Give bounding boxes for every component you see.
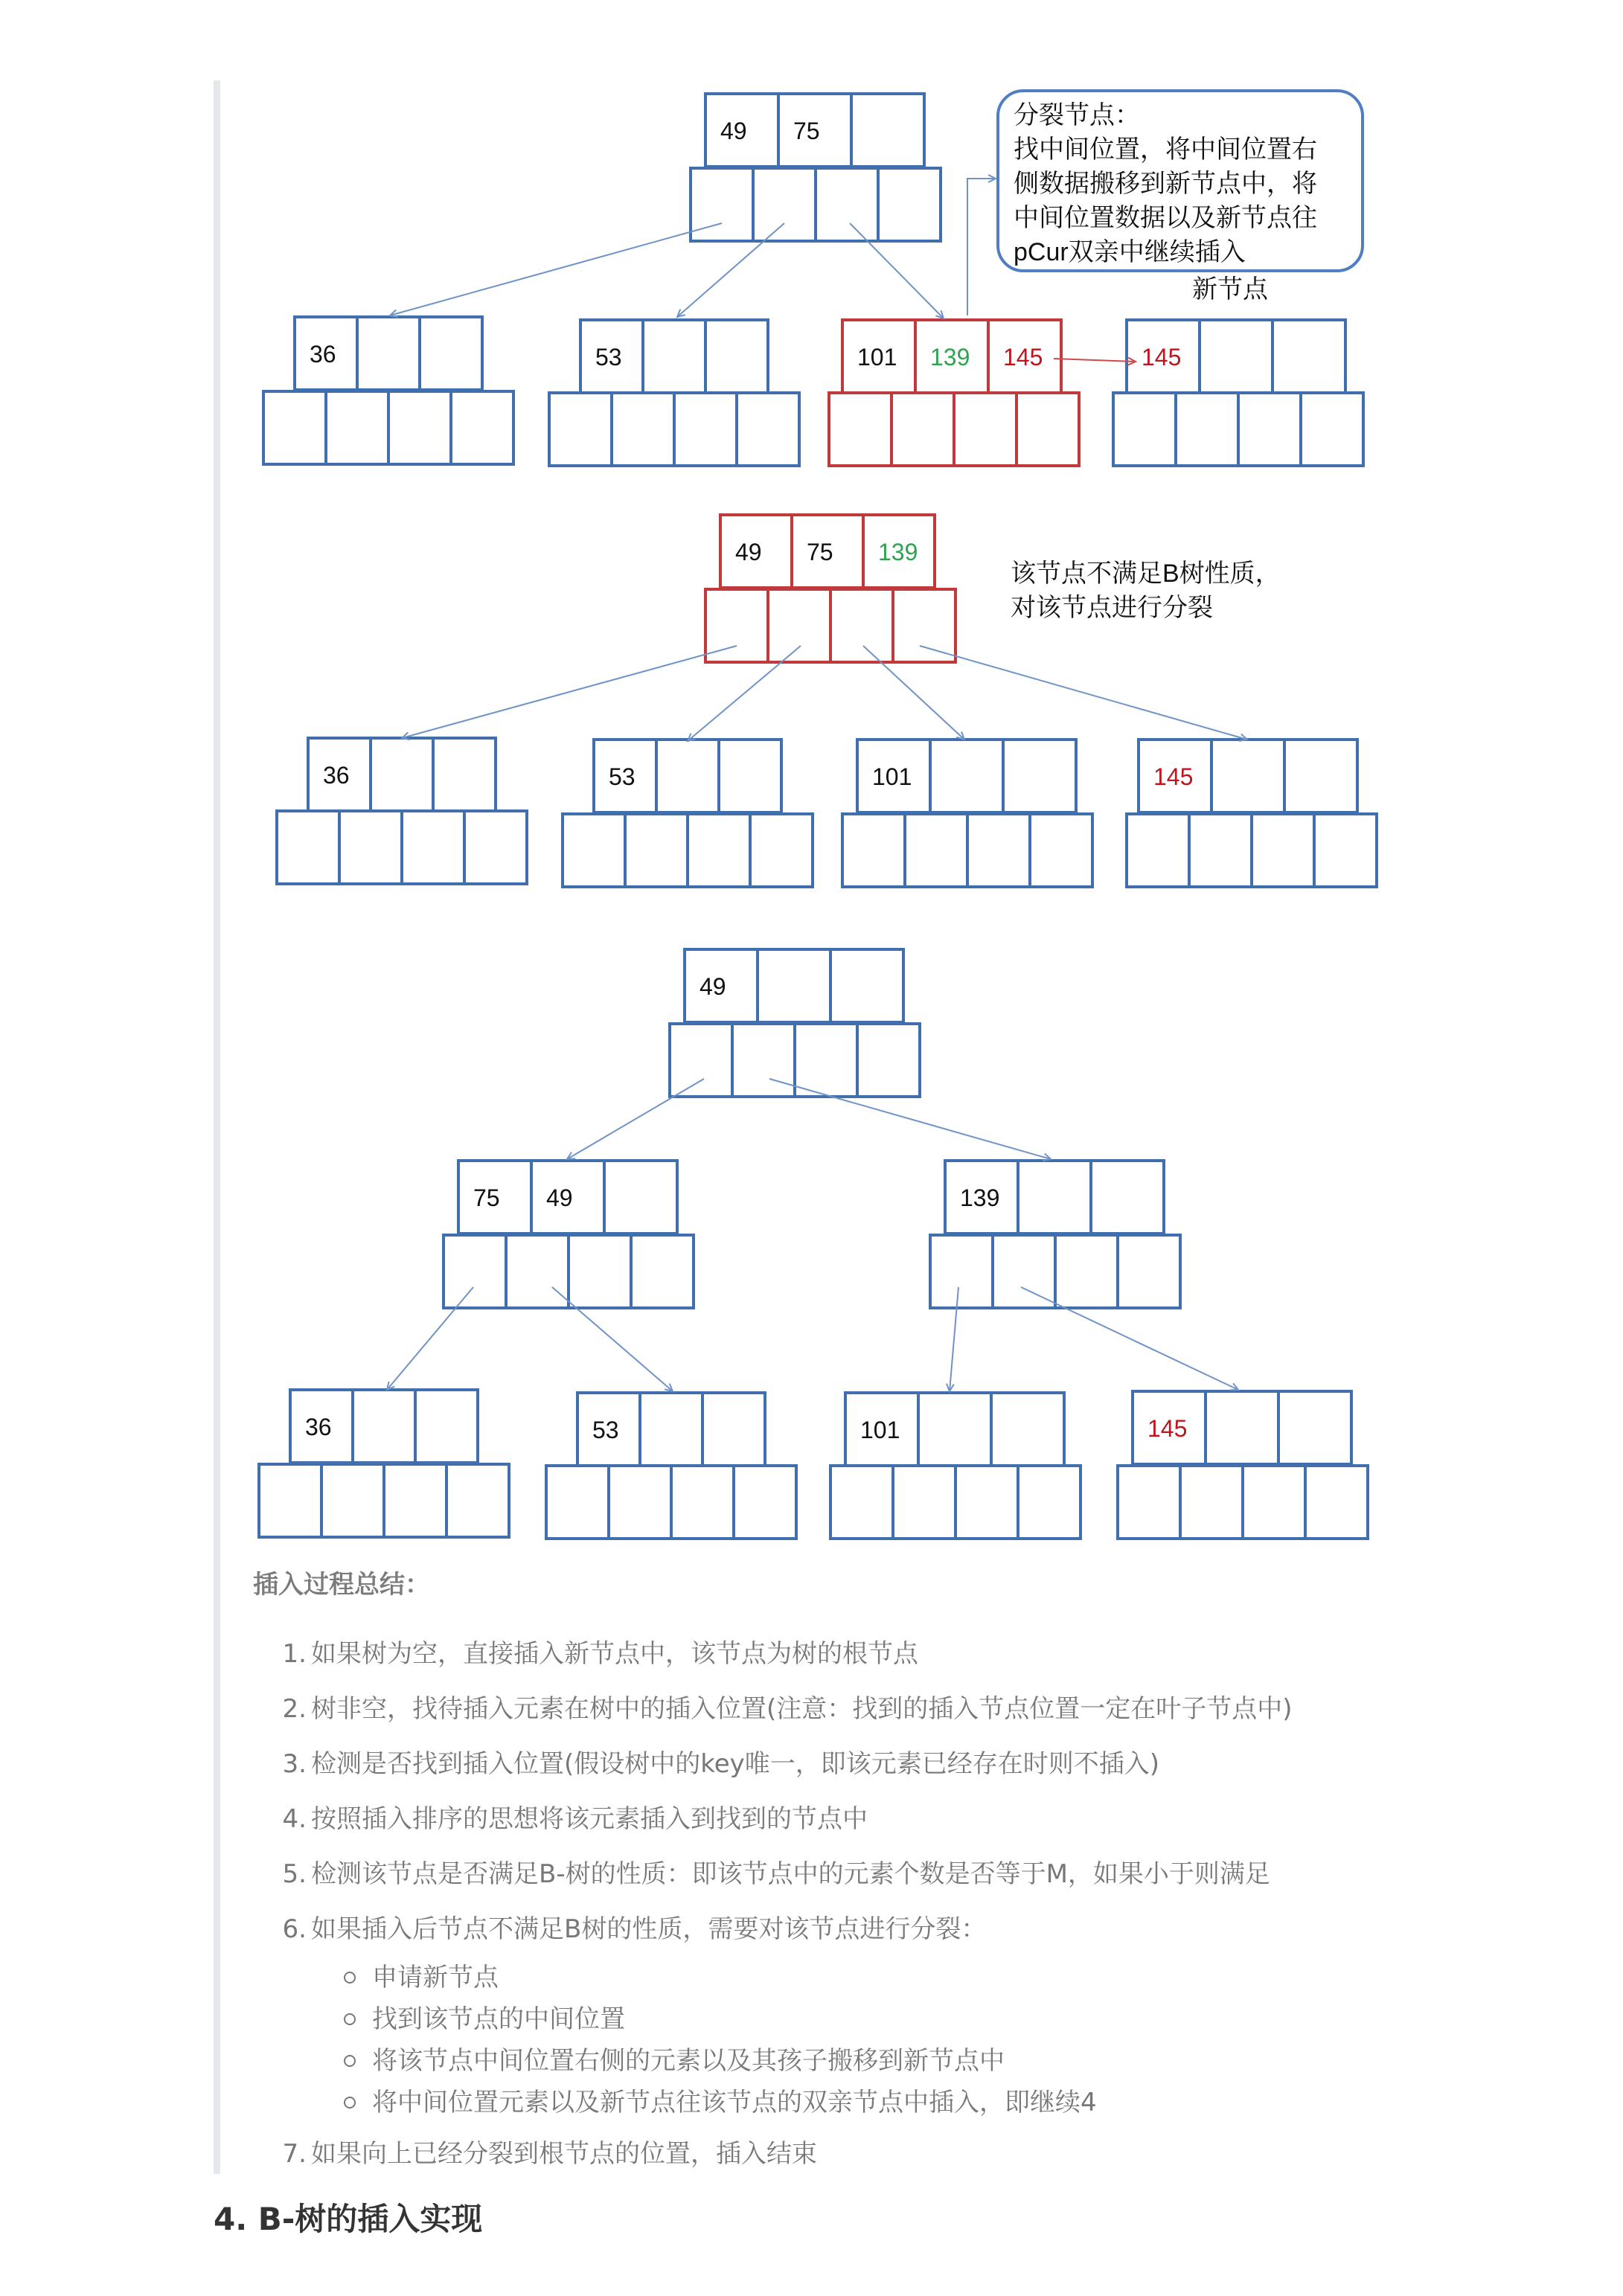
internal-node: [930, 1161, 1180, 1308]
steps-list: [253, 1626, 1518, 1957]
step-number: 3.: [282, 1749, 307, 1779]
node-key: 145: [1003, 344, 1043, 371]
child-pointer-cell: [1113, 393, 1176, 466]
child-pointer-cell: [1314, 814, 1377, 887]
bullet-circle-icon: [344, 2055, 356, 2067]
step-number: 7.: [282, 2139, 307, 2169]
child-pointer-cell: [446, 1464, 509, 1537]
child-pointer-cell: [1055, 1235, 1118, 1308]
leaf-node: [263, 317, 513, 464]
child-pointer-cell: [612, 393, 674, 466]
step-number: 4.: [282, 1804, 307, 1834]
child-pointer-cell: [670, 1024, 732, 1097]
root-node: [705, 515, 955, 662]
child-pointer-cell: [671, 1466, 734, 1539]
key-cell: [1091, 1161, 1164, 1234]
pointer-arrow: [567, 1079, 704, 1159]
child-pointer-cell: [842, 814, 905, 887]
key-cell: [353, 1390, 415, 1463]
child-pointer-cell: [402, 811, 464, 884]
child-pointer-cell: [384, 1464, 446, 1537]
root-node: [670, 949, 920, 1097]
step-text: 如果插入后节点不满足B树的性质，需要对该节点进行分裂：: [311, 1914, 987, 1944]
key-cell: [930, 740, 1003, 812]
child-pointer-cell: [891, 393, 954, 466]
step-number: 2.: [282, 1694, 307, 1724]
leaf-node: [549, 320, 799, 466]
child-pointer-cell: [563, 814, 625, 887]
pointer-arrow: [1054, 359, 1136, 362]
step-text: 检测是否找到插入位置(假设树中的key唯一，即该元素已经存在时则不插入): [311, 1749, 1160, 1779]
root-node: [691, 94, 941, 241]
child-pointer-cell: [1030, 814, 1092, 887]
child-pointer-cell: [1118, 1466, 1180, 1539]
key-cell: [1200, 320, 1273, 393]
child-pointer-cell: [750, 814, 813, 887]
child-pointer-cell: [1180, 1466, 1243, 1539]
split-note-line-4: 中间位置数据以及新节点往: [1014, 204, 1317, 232]
sub-step-item: [253, 1998, 1518, 2040]
step-item: [253, 1792, 1518, 1847]
child-pointer-cell: [967, 814, 1030, 887]
child-pointer-cell: [444, 1235, 506, 1308]
child-pointer-cell: [954, 393, 1017, 466]
child-pointer-cell: [993, 1235, 1055, 1308]
step-item: [253, 1847, 1518, 1902]
child-pointer-cell: [1127, 814, 1189, 887]
child-pointer-cell: [263, 391, 326, 464]
bullet-circle-icon: [344, 2013, 356, 2025]
key-cell: [851, 94, 924, 167]
child-pointer-cell: [1301, 393, 1363, 466]
node-key: 75: [807, 539, 833, 565]
key-cell: [991, 1393, 1064, 1466]
split-note-line-5: pCur双亲中继续插入: [1014, 238, 1246, 266]
summary-title: 插入过程总结：: [253, 1570, 430, 1600]
child-pointer-cell: [830, 589, 893, 662]
key-cell: [656, 740, 719, 812]
child-pointer-cell: [259, 1464, 321, 1537]
node-key: 139: [878, 539, 918, 565]
key-cell: [702, 1393, 765, 1466]
sub-step-text: 申请新节点: [372, 1963, 499, 1992]
child-pointer-cell: [905, 814, 967, 887]
child-pointer-cell: [674, 393, 737, 466]
sub-steps-list: [253, 1957, 1518, 2126]
key-cell: [420, 317, 482, 390]
leaf-node: [277, 738, 527, 884]
step-item: [253, 1626, 1518, 1681]
child-pointer-cell: [795, 1024, 857, 1097]
sub-step-text: 将该节点中间位置右侧的元素以及其孩子搬移到新节点中: [372, 2046, 1005, 2076]
child-pointer-cell: [1305, 1466, 1368, 1539]
node-key: 36: [310, 341, 336, 368]
child-pointer-cell: [1252, 814, 1314, 887]
key-cell: [918, 1393, 991, 1466]
child-pointer-cell: [691, 168, 753, 241]
child-pointer-cell: [878, 168, 941, 241]
pointer-arrow: [387, 1287, 473, 1390]
node-key: 49: [700, 973, 726, 1000]
child-pointer-cell: [857, 1024, 920, 1097]
child-pointer-cell: [893, 589, 955, 662]
node-key: 49: [546, 1184, 573, 1211]
child-pointer-cell: [830, 1466, 893, 1539]
node-key: 75: [793, 118, 820, 144]
sub-step-text: 将中间位置元素以及新节点往该节点的双亲节点中插入，即继续4: [372, 2088, 1097, 2117]
sub-step-item: [253, 2040, 1518, 2082]
step-number: 5.: [282, 1859, 307, 1889]
key-cell: [719, 740, 781, 812]
key-cell: [640, 1393, 702, 1466]
leaf-node: [1127, 740, 1377, 887]
node-key: 139: [930, 344, 970, 371]
split-note-line-1: 分裂节点：: [1014, 101, 1140, 129]
child-pointer-cell: [1176, 393, 1238, 466]
split-note-line-2: 找中间位置，将中间位置右: [1014, 135, 1317, 164]
step-item: [253, 1737, 1518, 1792]
node-key: 101: [860, 1417, 900, 1443]
leaf-node: [1118, 1391, 1368, 1539]
step-item: [253, 1902, 1518, 1957]
child-pointer-cell: [893, 1466, 955, 1539]
key-cell: [705, 320, 768, 393]
sub-step-item: [253, 1957, 1518, 1998]
step-text: 检测该节点是否满足B-树的性质：即该节点中的元素个数是否等于M，如果小于则满足: [311, 1859, 1270, 1889]
pointer-arrow: [390, 223, 722, 315]
child-pointer-cell: [737, 393, 799, 466]
leaf-node: [259, 1390, 509, 1537]
key-cell: [1284, 740, 1357, 812]
insertion-summary: [253, 1568, 1518, 2181]
node-key: 49: [720, 118, 747, 144]
new-node: [1113, 320, 1363, 466]
child-pointer-cell: [734, 1466, 796, 1539]
step-text: 按照插入排序的思想将该元素插入到找到的节点中: [311, 1804, 868, 1834]
step-item: [253, 1681, 1518, 1737]
child-pointer-cell: [339, 811, 402, 884]
node-key: 101: [872, 763, 912, 790]
child-pointer-cell: [955, 1466, 1018, 1539]
split-node: [829, 320, 1079, 466]
note-connector-arrow: [967, 179, 996, 315]
bullet-circle-icon: [344, 2097, 356, 2109]
key-cell: [415, 1390, 478, 1463]
node-key: 53: [592, 1417, 619, 1443]
sub-step-item: [253, 2082, 1518, 2123]
child-pointer-cell: [388, 391, 451, 464]
step-item: [253, 2126, 1518, 2181]
child-pointer-cell: [631, 1235, 694, 1308]
key-cell: [1273, 320, 1345, 393]
leaf-node: [842, 740, 1092, 887]
child-pointer-cell: [326, 391, 388, 464]
key-cell: [1018, 1161, 1091, 1234]
node-key: 101: [857, 344, 897, 371]
child-pointer-cell: [569, 1235, 631, 1308]
node-key: 145: [1142, 344, 1182, 371]
child-pointer-cell: [546, 1466, 609, 1539]
key-cell: [1278, 1391, 1351, 1464]
key-cell: [1003, 740, 1076, 812]
child-pointer-cell: [451, 391, 513, 464]
child-pointer-cell: [1189, 814, 1252, 887]
step-text: 如果树为空，直接插入新节点中，该节点为树的根节点: [311, 1639, 918, 1669]
node-key: 145: [1153, 763, 1194, 790]
sub-step-text: 找到该节点的中间位置: [372, 2004, 625, 2034]
child-pointer-cell: [1017, 393, 1079, 466]
step-number: 6.: [282, 1914, 307, 1944]
child-pointer-cell: [464, 811, 527, 884]
key-cell: [643, 320, 705, 393]
node-key: 49: [735, 539, 762, 565]
child-pointer-cell: [732, 1024, 795, 1097]
key-cell: [1211, 740, 1284, 812]
child-pointer-cell: [549, 393, 612, 466]
child-pointer-cell: [506, 1235, 569, 1308]
new-node-label: 新节点: [1192, 275, 1268, 304]
child-pointer-cell: [1118, 1235, 1180, 1308]
node-key: 36: [305, 1414, 332, 1440]
child-pointer-cell: [625, 814, 688, 887]
split-note-line-3: 侧数据搬移到新节点中，将: [1014, 170, 1317, 198]
child-pointer-cell: [609, 1466, 671, 1539]
key-cell: [357, 317, 420, 390]
child-pointer-cell: [753, 168, 816, 241]
node-key: 53: [609, 763, 636, 790]
key-cell: [1206, 1391, 1278, 1464]
child-pointer-cell: [1018, 1466, 1081, 1539]
child-pointer-cell: [277, 811, 339, 884]
node-key: 75: [473, 1184, 500, 1211]
pointer-arrow: [402, 646, 737, 738]
key-cell: [433, 738, 496, 811]
step-text: 树非空，找待插入元素在树中的插入位置(注意：找到的插入节点位置一定在叶子节点中): [311, 1694, 1293, 1724]
child-pointer-cell: [768, 589, 830, 662]
node-key: 145: [1147, 1415, 1188, 1442]
violation-note-line-1: 该节点不满足B树性质，: [1011, 559, 1281, 588]
step-number: 1.: [282, 1639, 307, 1669]
child-pointer-cell: [816, 168, 878, 241]
key-cell: [371, 738, 433, 811]
leaf-node: [546, 1393, 796, 1539]
child-pointer-cell: [1243, 1466, 1305, 1539]
child-pointer-cell: [688, 814, 750, 887]
key-cell: [758, 949, 830, 1022]
child-pointer-cell: [930, 1235, 993, 1308]
internal-node: [444, 1161, 694, 1308]
leaf-node: [563, 740, 813, 887]
key-cell: [604, 1161, 677, 1234]
key-cell: [830, 949, 903, 1022]
child-pointer-cell: [321, 1464, 384, 1537]
node-key: 53: [595, 344, 622, 371]
leaf-node: [830, 1393, 1081, 1539]
node-key: 36: [323, 762, 350, 789]
bullet-circle-icon: [344, 1972, 356, 1984]
child-pointer-cell: [1238, 393, 1301, 466]
violation-note-line-2: 对该节点进行分裂: [1011, 594, 1213, 622]
child-pointer-cell: [829, 393, 891, 466]
pointer-arrow: [920, 646, 1247, 740]
section-heading: 4. B-树的插入实现: [214, 2201, 483, 2237]
step-text: 如果向上已经分裂到根节点的位置，插入结束: [311, 2139, 817, 2169]
node-key: 139: [960, 1184, 1000, 1211]
